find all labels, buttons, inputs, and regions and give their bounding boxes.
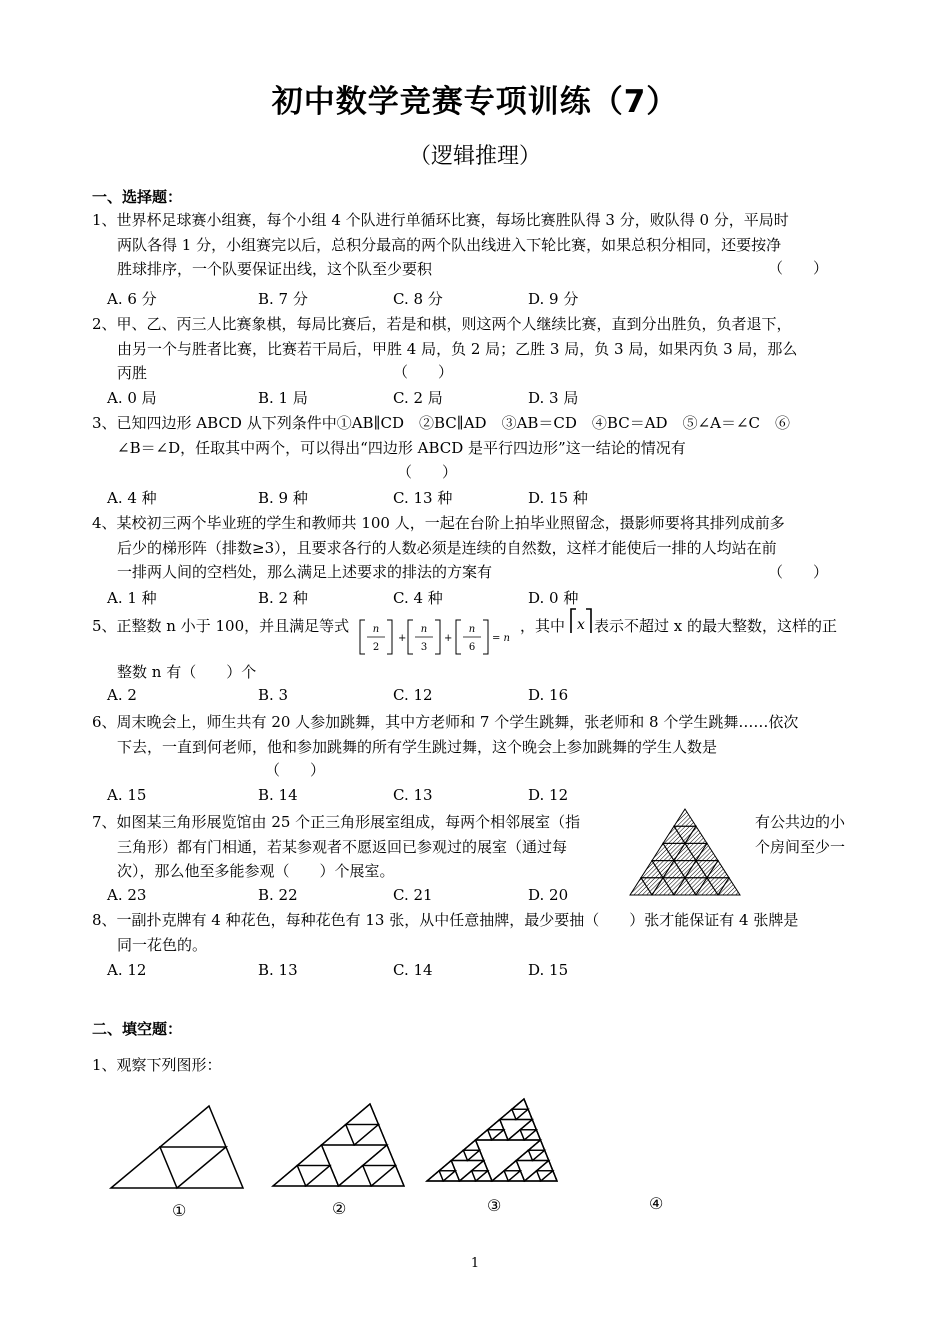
- q5-line-2: 整数 n 有（ ）个: [117, 663, 257, 681]
- figure-label-2: ②: [332, 1199, 347, 1218]
- q8-line-2: 同一花色的。: [117, 935, 208, 954]
- q6-option-a: A. 15: [107, 786, 147, 804]
- q4-line-1: 4、某校初三两个毕业班的学生和教师共 100 人，一起在台阶上拍毕业照留念，摄影师要将其排列成前多: [92, 514, 785, 532]
- sub-triangle: [476, 1130, 492, 1140]
- fill-question-1: 1、观察下列图形：: [92, 1056, 222, 1074]
- figure-label-4: ④: [649, 1194, 664, 1213]
- q5-option-c: C. 12: [393, 686, 433, 704]
- q7-option-c: C. 21: [393, 886, 433, 904]
- sub-triangle: [427, 1171, 443, 1181]
- q7-option-b: B. 22: [258, 886, 298, 904]
- q6-line-2: 下去，一直到何老师，他和参加跳舞的所有学生跳过舞，这个晚会上参加跳舞的学生人数是: [117, 737, 718, 756]
- q5-option-a: A. 2: [107, 686, 137, 704]
- sub-triangle: [472, 1161, 488, 1171]
- q7-line-3: 次），那么他至多能参观（ ）个展室。: [117, 862, 395, 880]
- question-8: [92, 908, 872, 957]
- floor-bracket-x: [568, 607, 594, 635]
- q1-option-b: B. 7 分: [258, 290, 308, 308]
- sub-triangle: [363, 1145, 396, 1166]
- figure-3-triangle: [424, 1096, 560, 1186]
- sub-triangle: [488, 1120, 504, 1130]
- sub-triangle: [371, 1166, 404, 1187]
- q4-option-b: B. 2 种: [258, 589, 308, 607]
- q5-line-1b: ，其中: [520, 617, 566, 635]
- q4-answer-paren: （ ）: [768, 563, 829, 581]
- q4-option-a: A. 1 种: [107, 589, 157, 607]
- sub-triangle: [537, 1161, 553, 1171]
- q8-option-a: A. 12: [107, 961, 147, 979]
- q1-option-c: C. 8 分: [393, 290, 443, 308]
- sub-triangle: [492, 1130, 508, 1140]
- q3-option-c: C. 13 种: [393, 489, 453, 507]
- q7-option-a: A. 23: [107, 886, 147, 904]
- q7-line-2: 三角形）都有门相通，若某参观者不愿返回已参观过的展室（通过每: [117, 837, 568, 856]
- page-subtitle: （逻辑推理）: [408, 144, 541, 169]
- q1-line-3: 胜球排序，一个队要保证出线，这个队至少要积: [117, 260, 433, 278]
- page-title: 初中数学竞赛专项训练（7）: [271, 84, 679, 120]
- sub-triangle: [476, 1171, 492, 1181]
- sub-triangle: [533, 1150, 549, 1160]
- q3-line-2: ∠B＝∠D，任取其中两个，可以得出“四边形 ABCD 是平行四边形”这一结论的情况有: [117, 438, 686, 457]
- sub-triangle: [512, 1099, 528, 1109]
- frac-2-num: n: [420, 624, 428, 635]
- sub-triangle: [451, 1150, 467, 1160]
- sub-triangle: [297, 1145, 330, 1166]
- q8-line-1: 8、一副扑克牌有 4 种花色，每种花色有 13 张，从中任意抽牌，最少要抽（ ）张才能保证有 4 张牌是: [92, 911, 799, 929]
- frac-1-den: 2: [372, 642, 380, 653]
- sub-triangle: [508, 1130, 524, 1140]
- section-fill-heading: 二、填空题：: [92, 1020, 183, 1038]
- sub-triangle: [354, 1125, 387, 1146]
- frac-3-num: n: [468, 624, 476, 635]
- q2-answer-paren: （ ）: [393, 363, 454, 381]
- question-4: [92, 511, 872, 585]
- q2-line-1: 2、甲、乙、丙三人比赛象棋，每局比赛后，若是和棋，则这两个人继续比赛，直到分出胜负，负者退下，: [92, 315, 792, 333]
- sub-triangle: [516, 1150, 532, 1160]
- exhibition-hall-triangle-figure: [628, 807, 742, 897]
- sub-triangle: [346, 1104, 379, 1125]
- q5-option-d: D. 16: [528, 686, 569, 704]
- question-1: [92, 208, 872, 282]
- figure-label-1: ①: [172, 1201, 187, 1220]
- q2-option-b: B. 1 局: [258, 389, 308, 407]
- figure-1-triangle: [108, 1103, 248, 1191]
- sub-triangle: [460, 1171, 476, 1181]
- q3-answer-paren: （ ）: [397, 463, 458, 481]
- q5-line-1a: 5、正整数 n 小于 100，并且满足等式: [92, 617, 350, 635]
- sub-triangle: [500, 1109, 516, 1119]
- plus-sign-2: +: [444, 633, 453, 644]
- question-3: [92, 411, 872, 460]
- sub-triangle: [306, 1166, 339, 1187]
- sub-triangle: [516, 1109, 532, 1119]
- q4-line-2: 后少的梯形阵（排数≥3），且要求各行的人数必须是连续的自然数，这样才能使后一排的人均站在前: [117, 538, 777, 557]
- question-2: [92, 312, 872, 386]
- q6-option-c: C. 13: [393, 786, 433, 804]
- frac-2-den: 3: [420, 642, 428, 653]
- q2-line-2: 由另一个与胜者比赛，比赛若干局后，甲胜 4 局，负 2 局；乙胜 3 局，负 3 局，如果丙负 3 局，那么: [117, 339, 798, 358]
- question-6: [92, 710, 872, 759]
- q4-option-d: D. 0 种: [528, 589, 579, 607]
- q3-option-d: D. 15 种: [528, 489, 588, 507]
- q1-option-d: D. 9 分: [528, 290, 579, 308]
- q6-line-1: 6、周末晚会上，师生共有 20 人参加跳舞，其中方老师和 7 个学生跳舞，张老师和 8 个学生跳舞……依次: [92, 713, 799, 731]
- page-number: 1: [470, 1256, 480, 1271]
- q3-option-b: B. 9 种: [258, 489, 308, 507]
- q1-option-a: A. 6 分: [107, 290, 157, 308]
- q5-option-b: B. 3: [258, 686, 289, 704]
- sub-triangle: [339, 1166, 372, 1187]
- hall-room: [674, 809, 696, 826]
- floor-equation: [358, 618, 518, 656]
- plus-sign-1: +: [398, 633, 407, 644]
- q8-option-d: D. 15: [528, 961, 569, 979]
- q6-option-d: D. 12: [528, 786, 569, 804]
- sub-triangle: [468, 1150, 484, 1160]
- q8-option-b: B. 13: [258, 961, 298, 979]
- figure-label-3: ③: [487, 1196, 502, 1215]
- sub-triangle: [443, 1171, 459, 1181]
- q7-right-line-2: 个房间至少一: [755, 837, 846, 856]
- q2-option-a: A. 0 局: [107, 389, 157, 407]
- frac-1-num: n: [372, 624, 380, 635]
- sub-triangle: [322, 1125, 355, 1146]
- q3-line-1: 3、已知四边形 ABCD 从下列条件中①AB∥CD ②BC∥AD ③AB＝CD ④BC＝AD ⑤∠A＝∠C ⑥: [92, 414, 791, 432]
- sub-triangle: [528, 1140, 544, 1150]
- question-7: [92, 810, 580, 884]
- sub-triangle: [520, 1120, 536, 1130]
- q3-option-a: A. 4 种: [107, 489, 157, 507]
- q7-right-line-1: 有公共边的小: [755, 813, 846, 831]
- equation-rhs: = n: [492, 633, 510, 644]
- sub-triangle: [508, 1171, 524, 1181]
- q6-answer-paren: （ ）: [265, 761, 326, 779]
- q4-line-3: 一排两人间的空档处，那么满足上述要求的排法的方案有: [117, 563, 493, 581]
- q1-answer-paren: （ ）: [768, 259, 829, 277]
- q7-right-text: [755, 810, 845, 859]
- section-choice-heading: 一、选择题：: [92, 188, 183, 206]
- q1-line-2: 两队各得 1 分，小组赛完以后，总积分最高的两个队出线进入下轮比赛，如果总积分相同，还要按净: [117, 235, 782, 254]
- q7-option-d: D. 20: [528, 886, 569, 904]
- frac-3-den: 6: [468, 642, 476, 653]
- floor-term-3: [456, 620, 488, 654]
- figure-2-triangle: [270, 1101, 408, 1189]
- q2-option-d: D. 3 局: [528, 389, 579, 407]
- floor-bracket-var: x: [577, 617, 585, 633]
- sub-triangle: [504, 1161, 520, 1171]
- q6-option-b: B. 14: [258, 786, 298, 804]
- floor-term-1: [360, 620, 392, 654]
- sub-triangle: [273, 1166, 306, 1187]
- floor-term-2: [408, 620, 440, 654]
- q1-line-1: 1、世界杯足球赛小组赛，每个小组 4 个队进行单循环比赛，每场比赛胜队得 3 分，败队得 0 分，平局时: [92, 211, 789, 229]
- q2-line-3: 丙胜: [117, 364, 148, 382]
- sub-triangle: [541, 1171, 557, 1181]
- q2-option-c: C. 2 局: [393, 389, 443, 407]
- sub-triangle: [492, 1171, 508, 1181]
- q8-option-c: C. 14: [393, 961, 433, 979]
- sub-triangle: [439, 1161, 455, 1171]
- sub-triangle: [463, 1140, 479, 1150]
- sub-triangle: [525, 1171, 541, 1181]
- q5-line-1c: 表示不超过 x 的最大整数，这样的正: [594, 617, 837, 635]
- sub-triangle: [524, 1130, 540, 1140]
- q7-line-1: 7、如图某三角形展览馆由 25 个正三角形展室组成，每两个相邻展室（指: [92, 813, 581, 831]
- q4-option-c: C. 4 种: [393, 589, 443, 607]
